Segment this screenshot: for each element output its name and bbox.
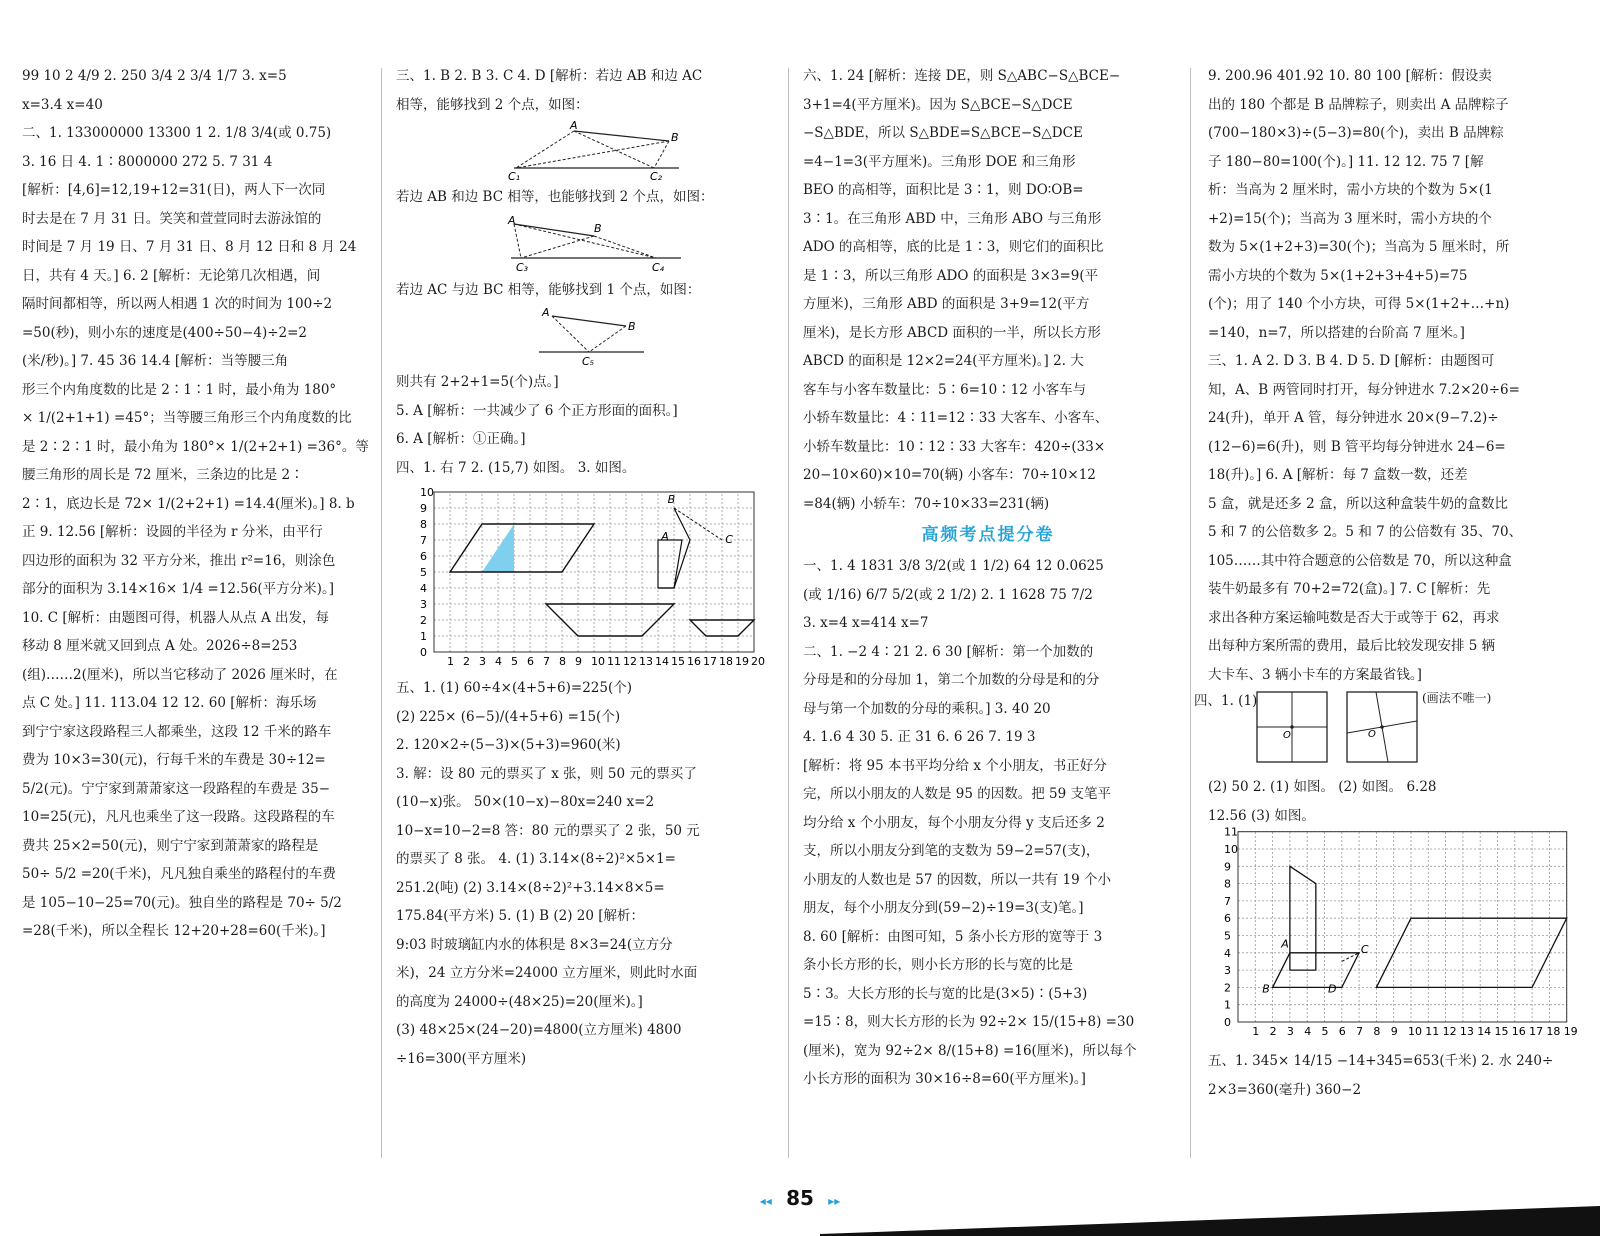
text-line: 需小方块的个数为 5×(1+2+3+4+5)=75	[1208, 267, 1468, 284]
col4-top-text	[1208, 62, 1588, 689]
text-line: 5 和 7 的公倍数多 2。5 和 7 的公倍数有 35、70、	[1208, 524, 1523, 540]
x-tick-label: 17	[1529, 1025, 1544, 1038]
text-line: ADO 的高相等，底的比是 1∶3，则它们的面积比	[803, 239, 1104, 255]
col2-after-text	[396, 368, 768, 482]
text-line: =140，n=7，所以搭建的台阶高 7 厘米。]	[1208, 324, 1465, 341]
x-tick-label: 5	[1321, 1025, 1329, 1038]
text-line: 四边形的面积为 32 平方分米，推出 r²=16，则涂色	[22, 552, 336, 569]
x-tick-label: 11	[607, 655, 621, 668]
x-tick-label: 19	[735, 655, 749, 668]
text-line: 3. 16 日 4. 1∶8000000 272 5. 7 31 4	[22, 153, 273, 170]
x-tick-label: 7	[1356, 1025, 1364, 1038]
y-tick-label: 9	[420, 502, 427, 515]
text-line: 装牛奶最多有 70+2=72(盒)。] 7. C [解析：先	[1208, 581, 1491, 597]
text-line: 求出各种方案运输吨数是否大于或等于 62，再求	[1208, 609, 1500, 626]
page-number: 85	[786, 1186, 814, 1210]
text-line: 析：当高为 2 厘米时，需小方块的个数为 5×(1	[1208, 182, 1493, 198]
text-line: 时间是 7 月 19 日、7 月 31 日、8 月 12 日和 8 月 24	[22, 239, 357, 255]
x-tick-label: 1	[1252, 1025, 1260, 1038]
text-line: (10−x)张。 50×(10−x)−80x=240 x=2	[396, 794, 655, 810]
text-line: −S△BDE，所以 S△BDE=S△BCE−S△DCE	[803, 125, 1083, 141]
text-line: 6. A [解析：①正确。]	[396, 431, 526, 447]
text-line: (700−180×3)÷(5−3)=80(个)，卖出 B 品牌粽	[1208, 125, 1504, 141]
coordinate-grid-2	[1208, 825, 1578, 1047]
text-line: 均分给 x 个小朋友，每个小朋友分得 y 支后还多 2	[803, 814, 1105, 831]
x-tick-label: 4	[495, 655, 502, 668]
text-line: 则共有 2+2+1=5(个)点。]	[396, 374, 559, 390]
text-line: [解析：[4,6]=12,19+12=31(日)，两人下一次同	[22, 182, 326, 198]
x-tick-label: 12	[623, 655, 637, 668]
y-tick-label: 2	[1224, 981, 1231, 995]
text-line: 50÷ 5/2 =20(千米)，凡凡独自乘坐的路程付的车费	[22, 866, 336, 882]
text-line: 日，共有 4 天。] 6. 2 [解析：无论第几次相遇，间	[22, 267, 321, 284]
y-tick-label: 2	[420, 614, 427, 627]
text-line: 是 105−10−25=70(元)。独自坐的路程是 70÷ 5/2	[22, 894, 342, 911]
fig3-label-a: A	[542, 306, 550, 319]
column-2	[396, 62, 768, 1073]
text-line: 10. C [解析：由题图可得，机器人从点 A 出发，每	[22, 609, 329, 626]
x-tick-label: 12	[1442, 1025, 1457, 1038]
text-line: 朋友，每个小朋友分到(59−2)÷19=3(支)笔。]	[803, 900, 1084, 916]
x-tick-label: 13	[1459, 1025, 1474, 1038]
column-3	[803, 62, 1173, 1094]
text-line: 腰三角形的周长是 72 厘米，三条边的比是 2∶	[22, 467, 304, 483]
text-line: 是 1∶3，所以三角形 ADO 的面积是 3×3=9(平	[803, 267, 1099, 284]
fig3-label-c5: C₅	[582, 355, 595, 368]
text-line: 5 盒，就是还多 2 盒，所以这种盒装牛奶的盒数比	[1208, 495, 1509, 512]
text-line: 251.2(吨) (2) 3.14×(8÷2)²+3.14×8×5=	[396, 879, 665, 896]
col4-after-text	[1208, 773, 1588, 830]
divider-2	[788, 68, 789, 1158]
text-line: 8. 60 [解析：由图可知，5 条小长方形的宽等于 3	[803, 928, 1103, 945]
figure-triangles-1	[504, 119, 704, 183]
x-tick-label: 16	[687, 655, 701, 668]
text-line: (米/秒)。] 7. 45 36 14.4 [解析：当等腰三角	[22, 353, 289, 369]
y-tick-label: 6	[420, 550, 427, 563]
bottom-band	[0, 1202, 1600, 1236]
x-tick-label: 2	[463, 655, 470, 668]
next-arrows-icon: ▸▸	[828, 1194, 841, 1208]
y-tick-label: 4	[1224, 946, 1231, 960]
text-line: 小轿车数量比：4∶11=12∶33 大客车、小客车、	[803, 410, 1109, 426]
fig3-label-b: B	[628, 320, 636, 333]
text-line: 四、1. 右 7 2. (15,7) 如图。 3. 如图。	[396, 459, 636, 476]
x-tick-label: 8	[559, 655, 566, 668]
fig1-label-c1: C₁	[508, 170, 521, 183]
x-tick-label: 14	[1477, 1025, 1492, 1038]
figure-triangles-3	[534, 306, 694, 368]
text-line: 方厘米)，三角形 ABD 的面积是 3+9=12(平方	[803, 296, 1090, 312]
square2-label-o: O	[1368, 729, 1376, 740]
col1-text	[22, 62, 367, 946]
text-line: 支，所以小朋友分到笔的支数为 59−2=57(支)，	[803, 843, 1100, 859]
col2-mid2: 若边 AC 与边 BC 相等，能够找到 1 个点，如图：	[396, 281, 701, 298]
text-line: 到宁宁家这段路程三人都乘坐，这段 12 千米的路车	[22, 723, 332, 740]
x-tick-label: 10	[591, 655, 605, 668]
y-tick-label: 1	[420, 630, 427, 643]
x-tick-label: 6	[1338, 1025, 1346, 1038]
text-line: 费共 25×2=50(元)，则宁宁家到萧萧家的路程是	[22, 837, 319, 854]
text-line: 24(升)，单开 A 管，每分钟进水 20×(9−7.2)÷	[1208, 410, 1499, 426]
x-tick-label: 16	[1511, 1025, 1526, 1038]
text-line: BEO 的高相等，面积比是 3∶1，则 DO∶OB=	[803, 182, 1084, 198]
text-line: 形三个内角度数的比是 2∶1∶1 时，最小角为 180°	[22, 381, 337, 398]
y-tick-label: 5	[420, 566, 427, 579]
text-line: 小长方形的面积为 30×16÷8=60(平方厘米)。]	[803, 1071, 1086, 1087]
x-tick-label: 14	[655, 655, 669, 668]
text-line: 12.56 (3) 如图。	[1208, 807, 1315, 824]
divider-3	[1190, 68, 1191, 1158]
text-line: 五、1. 345× 14/15 −14+345=653(千米) 2. 水 240÷	[1208, 1053, 1554, 1069]
text-line: 3. x=4 x=414 x=7	[803, 615, 929, 631]
y-tick-label: 3	[1224, 964, 1231, 978]
col2-top-text	[396, 62, 768, 119]
text-line: 2∶1，底边长是 72× 1/(2+2+1) =14.4(厘米)。] 8. b	[22, 495, 355, 512]
text-line: ÷16=300(平方厘米)	[396, 1050, 527, 1067]
text-line: 10−x=10−2=8 答：80 元的票买了 2 张，50 元	[396, 822, 700, 839]
y-tick-label: 10	[420, 486, 434, 499]
x-tick-label: 3	[479, 655, 486, 668]
x-tick-label: 8	[1373, 1025, 1381, 1038]
text-line: × 1/(2+1+1) =45°；当等腰三角形三个内角度数的比	[22, 410, 352, 426]
y-tick-label: 4	[420, 582, 427, 595]
text-line: 小轿车数量比：10∶12∶33 大客车：420÷(33×	[803, 438, 1106, 455]
square-figure-2	[1346, 691, 1418, 763]
text-line: 部分的面积为 3.14×16× 1/4 =12.56(平方分米)。]	[22, 581, 334, 597]
text-line: 二、1. −2 4∶21 2. 6 30 [解析：第一个加数的	[803, 643, 1094, 660]
grid2-point-label: C	[1360, 942, 1369, 956]
text-line: 相等，能够找到 2 个点，如图：	[396, 96, 589, 113]
grid2-point-label: B	[1262, 982, 1270, 996]
y-tick-label: 8	[420, 518, 427, 531]
text-line: 分母是和的分母加 1，第二个加数的分母是和的分	[803, 672, 1100, 688]
text-line: =84(辆) 小轿车：70÷10×33=231(辆)	[803, 495, 1050, 512]
text-line: 5∶3。大长方形的长与宽的比是(3×5)∶(5+3)	[803, 985, 1088, 1002]
text-line: =15∶8，则大长方形的长为 92÷2× 15/(15+8) =30	[803, 1014, 1135, 1030]
text-line: 客车与小客车数量比：5∶6=10∶12 小客车与	[803, 381, 1087, 398]
y-tick-label: 3	[420, 598, 427, 611]
text-line: (个)；用了 140 个小方块，可得 5×(1+2+…+n)	[1208, 296, 1510, 312]
text-line: 2. 120×2÷(5−3)×(5+3)=960(米)	[396, 737, 621, 753]
text-line: 2×3=360(毫升) 360−2	[1208, 1081, 1362, 1098]
column-1	[22, 62, 367, 946]
fig2-label-c3: C₃	[516, 260, 529, 274]
y-tick-label: 10	[1224, 843, 1238, 856]
text-line: 三、1. A 2. D 3. B 4. D 5. D [解析：由题图可	[1208, 353, 1495, 369]
x-tick-label: 18	[719, 655, 733, 668]
y-tick-label: 0	[420, 646, 427, 659]
text-line: 厘米)，是长方形 ABCD 面积的一半，所以长方形	[803, 324, 1101, 341]
x-tick-label: 17	[703, 655, 717, 668]
text-line: 3. 解：设 80 元的票买了 x 张，则 50 元的票买了	[396, 765, 697, 782]
text-line: 105……其中符合题意的公倍数是 70，所以这种盒	[1208, 552, 1512, 569]
text-line: ABCD 的面积是 12×2=24(平方厘米)。] 2. 大	[803, 353, 1084, 369]
x-tick-label: 6	[527, 655, 534, 668]
text-line: 9:03 时玻璃缸内水的体积是 8×3=24(立方分	[396, 936, 673, 953]
text-line: (组)……2(厘米)，所以当它移动了 2026 厘米时，在	[22, 666, 338, 683]
col2-bottom-text	[396, 674, 768, 1073]
text-line: 条小长方形的长，则小长方形的长与宽的比是	[803, 957, 1073, 973]
x-tick-label: 11	[1425, 1025, 1440, 1038]
x-tick-label: 1	[447, 655, 454, 668]
text-line: 是 2∶2∶1 时，最小角为 180°× 1/(2+2+1) =36°。等	[22, 438, 369, 455]
square-figure-1	[1256, 691, 1328, 763]
q4-label: 四、1. (1)	[1194, 693, 1258, 709]
text-line: 5/2(元)。宁宁家到萧萧家这一段路程的车费是 35−	[22, 780, 331, 797]
text-line: x=3.4 x=40	[22, 96, 103, 113]
x-tick-label: 7	[543, 655, 550, 668]
figure-triangles-2	[506, 214, 706, 276]
text-line: 三、1. B 2. B 3. C 4. D [解析：若边 AB 和边 AC	[396, 68, 703, 84]
text-line: 米)，24 立方分米=24000 立方厘米，则此时水面	[396, 965, 698, 981]
fig2-label-c4: C₄	[652, 260, 665, 274]
y-tick-label: 7	[1224, 894, 1231, 908]
text-line: 六、1. 24 [解析：连接 DE，则 S△ABC−S△BCE−	[803, 68, 1121, 84]
text-line: +2)=15(个)；当高为 3 厘米时，需小方块的个	[1208, 210, 1492, 227]
grid1-point-label: A	[661, 530, 669, 543]
text-line: (2) 50 2. (1) 如图。 (2) 如图。 6.28	[1208, 779, 1437, 795]
text-line: (12−6)=6(升)，则 B 管平均每分钟进水 24−6=	[1208, 438, 1506, 455]
y-tick-label: 6	[1224, 912, 1231, 926]
divider-1	[381, 68, 382, 1158]
text-line: 时去是在 7 月 31 日。笑笑和萱萱同时去游泳馆的	[22, 210, 322, 227]
y-tick-label: 11	[1224, 825, 1238, 839]
grid1-point-label: C	[725, 533, 733, 547]
x-tick-label: 13	[639, 655, 653, 668]
text-line: 9. 200.96 401.92 10. 80 100 [解析：假设卖	[1208, 68, 1492, 84]
text-line: 的高度为 24000÷(48×25)=20(厘米)。]	[396, 993, 643, 1010]
y-tick-label: 8	[1224, 877, 1231, 891]
y-tick-label: 9	[1224, 860, 1231, 874]
text-line: =4−1=3(平方厘米)。三角形 DOE 和三角形	[803, 153, 1076, 170]
x-tick-label: 5	[511, 655, 518, 668]
text-line: 175.84(平方米) 5. (1) B (2) 20 [解析：	[396, 908, 645, 924]
text-line: =28(千米)，所以全程长 12+20+28=60(千米)。]	[22, 923, 326, 939]
text-line: 5. A [解析：一共减少了 6 个正方形面的面积。]	[396, 402, 678, 419]
text-line: (或 1/16) 6/7 5/2(或 2 1/2) 2. 1 1628 75 7/2	[803, 586, 1093, 603]
text-line: 出的 180 个都是 B 品牌粽子，则卖出 A 品牌粽子	[1208, 96, 1509, 113]
text-line: 子 180−80=100(个)。] 11. 12 12. 75 7 [解	[1208, 153, 1484, 170]
fig2-label-a: A	[508, 213, 516, 227]
col4-last-text	[1208, 1047, 1588, 1104]
x-tick-label: 3	[1286, 1025, 1294, 1038]
grid2-point-label: A	[1281, 937, 1289, 951]
text-line: 五、1. (1) 60÷4×(4+5+6)=225(个)	[396, 680, 633, 696]
text-line: 母与第一个加数的分母的乘积。] 3. 40 20	[803, 700, 1051, 717]
text-line: 小朋友的人数也是 57 的因数，所以一共有 19 个小	[803, 871, 1112, 888]
x-tick-label: 10	[1408, 1025, 1422, 1038]
text-line: 3+1=4(平方厘米)。因为 S△BCE−S△DCE	[803, 96, 1073, 113]
text-line: 99 10 2 4/9 2. 250 3/4 2 3/4 1/7 3. x=5	[22, 68, 287, 84]
y-tick-label: 5	[1224, 929, 1231, 943]
text-line: 一、1. 4 1831 3/8 3/2(或 1 1/2) 64 12 0.0625	[803, 558, 1104, 574]
text-line: 3∶1。在三角形 ABD 中，三角形 ABO 与三角形	[803, 210, 1102, 227]
text-line: (2) 225× (6−5)/(4+5+6) =15(个)	[396, 708, 621, 725]
text-line: 知，A、B 两管同时打开，每分钟进水 7.2×20÷6=	[1208, 381, 1520, 398]
text-line: 二、1. 133000000 13300 1 2. 1/8 3/4(或 0.75)	[22, 125, 332, 141]
text-line: 费为 10×3=30(元)，行每千米的车费是 30÷12=	[22, 752, 326, 768]
fig2-label-b: B	[594, 221, 602, 235]
column-4	[1194, 62, 1588, 1104]
y-tick-label: 1	[1224, 998, 1231, 1012]
grid2-point-label: D	[1327, 982, 1337, 996]
text-line: (3) 48×25×(24−20)=4800(立方厘米) 4800	[396, 1022, 682, 1038]
text-line: 完，所以小朋友的人数是 95 的因数。把 59 支笔平	[803, 786, 1112, 802]
x-tick-label: 15	[671, 655, 685, 668]
text-line: 点 C 处。] 11. 113.04 12 12. 60 [解析：海乐场	[22, 695, 317, 711]
y-tick-label: 7	[420, 534, 427, 547]
x-tick-label: 20	[751, 655, 765, 668]
section-title: 高频考点提分卷	[921, 525, 1055, 545]
text-line: 出每种方案所需的费用，最后比较发现安排 5 辆	[1208, 638, 1496, 654]
x-tick-label: 19	[1563, 1025, 1578, 1038]
text-line: 10=25(元)，凡凡也乘坐了这一段路。这段路程的车	[22, 809, 335, 825]
text-line: 隔时间都相等，所以两人相遇 1 次的时间为 100÷2	[22, 296, 333, 312]
text-line: 移动 8 厘米就又回到点 A 处。2026÷8=253	[22, 638, 298, 654]
col2-mid1: 若边 AB 和边 BC 相等，也能够找到 2 个点，如图：	[396, 189, 714, 205]
prev-arrows-icon: ◂◂	[759, 1194, 772, 1208]
fig1-label-b: B	[671, 131, 679, 144]
text-line: (厘米)，宽为 92÷2× 8/(15+8) =16(厘米)，所以每个	[803, 1042, 1137, 1059]
x-tick-label: 15	[1494, 1025, 1509, 1038]
square1-label-o: O	[1283, 730, 1291, 741]
text-line: 4. 1.6 4 30 5. 正 31 6. 6 26 7. 19 3	[803, 729, 1036, 745]
text-line: 18(升)。] 6. A [解析：每 7 盒数一数，还差	[1208, 467, 1468, 483]
x-tick-label: 18	[1546, 1025, 1561, 1038]
text-line: 大卡车、3 辆小卡车的方案最省钱。]	[1208, 666, 1422, 683]
text-line: =50(秒)，则小东的速度是(400÷50−4)÷2=2	[22, 324, 308, 341]
col3-top-text	[803, 62, 1173, 518]
x-tick-label: 4	[1304, 1025, 1312, 1038]
text-line: 数为 5×(1+2+3)=30(个)；当高为 5 厘米时，所	[1208, 239, 1510, 255]
x-tick-label: 9	[575, 655, 582, 668]
x-tick-label: 9	[1390, 1025, 1398, 1038]
col3-bottom-text	[803, 552, 1173, 1094]
text-line: 的票买了 8 张。 4. (1) 3.14×(8÷2)²×5×1=	[396, 851, 676, 867]
text-line: [解析：将 95 本书平均分给 x 个小朋友，书正好分	[803, 757, 1107, 774]
q4-note: (画法不唯一)	[1422, 691, 1492, 705]
x-tick-label: 2	[1269, 1025, 1277, 1038]
fig1-label-a: A	[570, 119, 578, 132]
text-line: 正 9. 12.56 [解析：设圆的半径为 r 分米，由平行	[22, 524, 323, 540]
y-tick-label: 0	[1224, 1016, 1231, 1029]
fig1-label-c2: C₂	[650, 170, 663, 183]
coordinate-grid-1	[396, 484, 765, 674]
text-line: 20−10×60)×10=70(辆) 小客车：70÷10×12	[803, 467, 1096, 483]
grid1-point-label: B	[667, 493, 676, 507]
q4-figures	[1194, 689, 1588, 773]
